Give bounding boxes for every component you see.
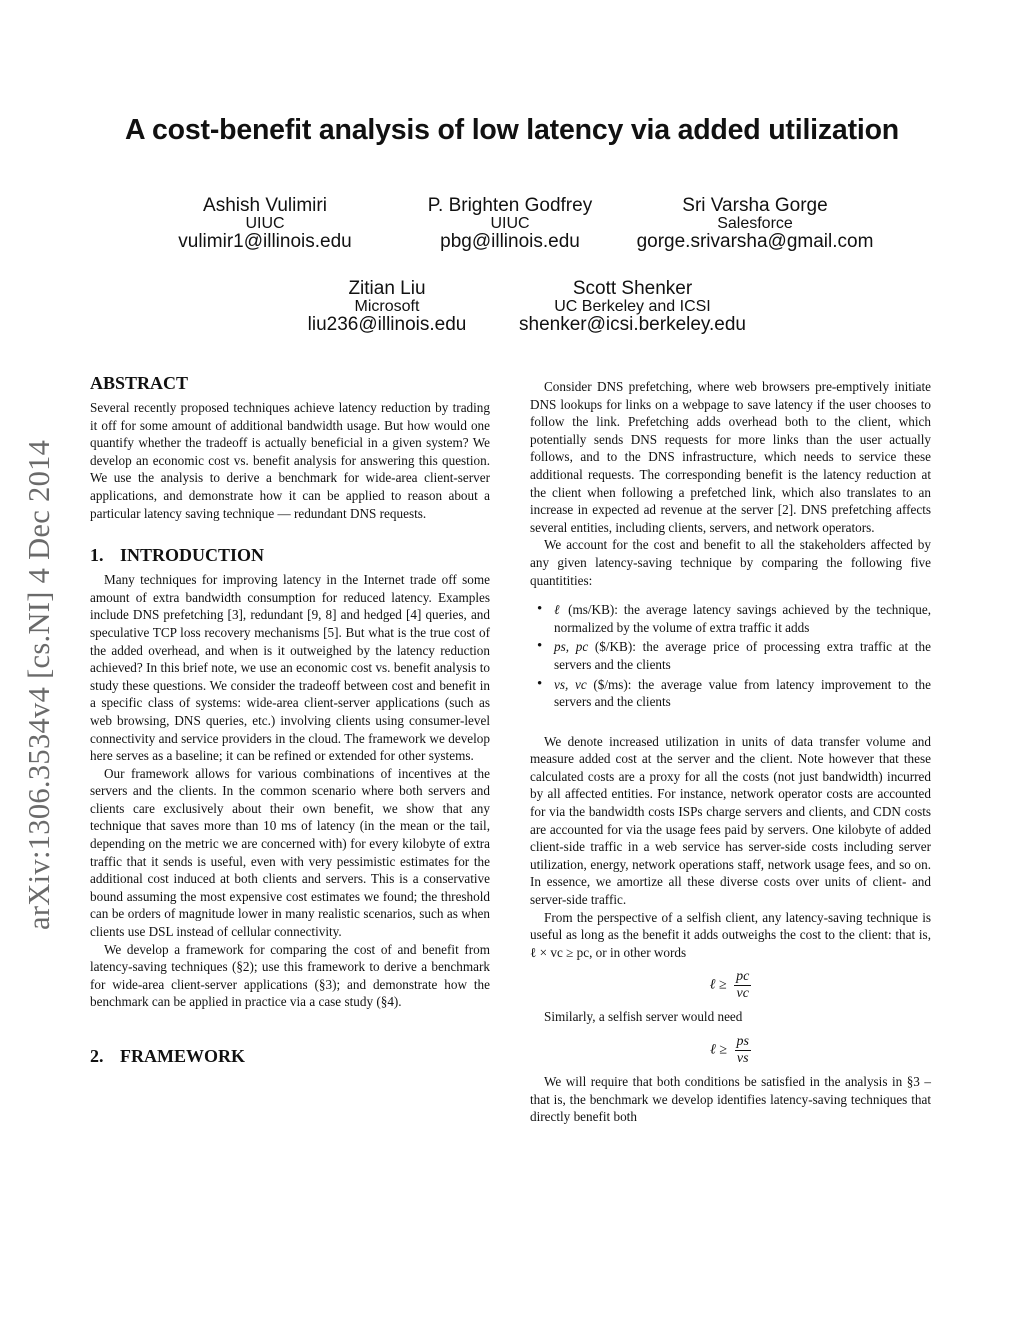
list-item — [554, 676, 931, 711]
body-paragraph: We account for the cost and benefit to all the stakeholders affected by any given latency-saving technique by comparing the following five quantitities: — [530, 537, 931, 588]
intro-paragraph: Many techniques for improving latency in the Internet trade off some amount of extra bandwidth consumption for reduced latency. Examples include DNS prefetching [3], redundant [9, 8] and hedged [4] queries, and speculative TCP loss recovery mechanisms [5]. But what is the true cost of the added overhead, and when is it outweighed by the latency reduction achieved? In this brief note, we use an economic cost vs. benefit analysis to study these questions. We consider the tradeoff between cost and benefit in a specific class of systems: wide-area client-server applications (such as web browsing, DNS queries, etc.) involving clients using consumer-level connectivity and service providers in the cloud. The framework we develop here serves as a baseline; it can be refined or extended for other systems. — [90, 572, 490, 764]
quantity-list — [530, 601, 931, 711]
body-paragraph: Similarly, a selfish server would need — [544, 1009, 743, 1025]
body-paragraph: We will require that both conditions be satisfied in the analysis in §3 – that is, the benchmark we develop identifies latency-saving techniques that directly benefit both — [530, 1074, 931, 1125]
fraction — [735, 1034, 751, 1067]
intro-paragraph: Our framework allows for various combinations of incentives at the servers and the clients. In the common scenario where both servers and clients care exclusively about their own benefit, we show that any technique that saves more than 10 ms of latency (in the mean or the tail, depending on the metric we are concerned with) for every kilobyte of extra traffic that it sends is useful, even with very pessimistic estimates for the additional cost induced at both clients and servers. This is a conservative bound assuming the most expensive cost estimates we found; the threshold can be orders of magnitude lower in many realistic scenarios, such as when clients use DSL instead of cellular connectivity. — [90, 765, 490, 940]
body-paragraph: From the perspective of a selfish client, any latency-saving technique is useful as long as the benefit it adds outweighs the cost to the client: that is, ℓ × vc ≥ pc, or in other words — [530, 909, 931, 960]
abstract-heading: ABSTRACT — [90, 373, 189, 393]
equation-client — [530, 969, 931, 1002]
list-item-text: (ms/KB): the average latency savings achieved by the technique, normalized by the volume of extra traffic it adds — [554, 602, 931, 635]
section-number: 1. — [90, 545, 104, 566]
right-column — [530, 378, 931, 1126]
fraction — [734, 969, 751, 1002]
denominator: vc — [736, 986, 749, 1002]
author-email[interactable]: pbg@illinois.edu — [440, 231, 580, 252]
abstract-text: Several recently proposed techniques achieve latency reduction by trading it off for some amount of additional bandwidth usage. But how would one quantify whether the tradeoff is actually beneficial in a given system? We develop an economic cost vs. benefit analysis for answering this question. We use the analysis to derive a benchmark for wide-area client-server applications, and demonstrate how it can be applied to reason about a particular latency saving technique — redundant DNS requests. — [90, 400, 490, 521]
author-affiliation: Salesforce — [717, 215, 793, 232]
author-affiliation: UC Berkeley and ICSI — [554, 298, 711, 315]
author-email[interactable]: gorge.srivarsha@gmail.com — [636, 231, 874, 252]
list-item — [554, 638, 931, 673]
list-item-text: ($/ms): the average value from latency improvement to the servers and the clients — [554, 676, 931, 710]
arxiv-identifier: arXiv:1306.3534v4 [cs.NI] 4 Dec 2014 — [22, 439, 56, 930]
list-item-text: ($/KB): the average price of processing extra traffic at the servers and the clients — [554, 639, 931, 672]
section-number: 2. — [90, 1046, 104, 1066]
author-block — [165, 196, 365, 252]
intro-heading — [90, 544, 490, 566]
list-item — [554, 601, 931, 636]
author-name: Sri Varsha Gorge — [682, 195, 828, 216]
author-name: P. Brighten Godfrey — [427, 195, 593, 216]
symbol: vs, vc — [554, 676, 587, 692]
left-column — [90, 372, 490, 1072]
equation-lhs: ℓ ≥ — [709, 978, 727, 994]
author-email[interactable]: liu236@illinois.edu — [307, 314, 467, 335]
author-block — [510, 279, 755, 335]
denominator: vs — [736, 1051, 749, 1066]
author-block — [630, 196, 880, 252]
section-title: INTRODUCTION — [120, 545, 265, 566]
equation-server — [530, 1034, 931, 1067]
framework-heading — [90, 1045, 490, 1067]
paper-title: A cost-benefit analysis of low latency via added utilization — [124, 114, 900, 146]
author-name: Zitian Liu — [348, 278, 426, 299]
author-email[interactable]: shenker@icsi.berkeley.edu — [519, 314, 746, 335]
symbol: ps, pc — [554, 639, 589, 655]
author-block — [292, 279, 482, 335]
symbol: ℓ — [554, 602, 563, 618]
numerator: ps — [736, 1034, 749, 1049]
author-name: Scott Shenker — [572, 278, 693, 299]
author-affiliation: UIUC — [245, 215, 285, 232]
author-email[interactable]: vulimir1@illinois.edu — [178, 231, 352, 252]
numerator: pc — [736, 969, 750, 985]
author-name: Ashish Vulimiri — [203, 195, 327, 216]
equation-lhs: ℓ ≥ — [710, 1042, 728, 1058]
body-paragraph: Consider DNS prefetching, where web browsers pre-emptively initiate DNS lookups for links on a webpage to save latency if the user chooses to follow the link. Prefetching adds overhead both to the client, which potentially sends DNS requests for more links than the user actually follows, and to the DNS infrastructure, which needs to service these additional requests. The corresponding benefit is the latency reduction at the client when following a prefetched link, which also translates to an increase in expected ad revenue at the server [2]. DNS prefetching affects several entities, including clients, servers, and network operators. — [530, 379, 931, 535]
intro-paragraph: We develop a framework for comparing the cost of and benefit from latency-saving techniques (§2); use this framework to derive a benchmark for wide-area client-server applications (§3); and demonstrate how the benchmark can be applied in practice via a case study (§4). — [90, 941, 490, 1010]
section-title: FRAMEWORK — [120, 1046, 245, 1066]
body-paragraph: We denote increased utilization in units of data transfer volume and measure added cost at the server and the client. Note however that these calculated costs are a proxy for all the costs (not just bandwidth) incurred by all affected entities. For instance, network operator costs are accounted for via the bandwidth costs ISPs charge servers and clients, and CDN costs are accounted for via the usage fees paid by servers. One kilobyte of added client-side traffic in a web service has server-side costs including server utilization, energy, network operations staff, network usage fees, and so on. In essence, we amortize all these diverse costs over units of client- and server-side traffic. — [530, 733, 931, 908]
author-affiliation: Microsoft — [354, 298, 420, 315]
author-affiliation: UIUC — [490, 215, 530, 232]
author-block — [405, 196, 615, 252]
